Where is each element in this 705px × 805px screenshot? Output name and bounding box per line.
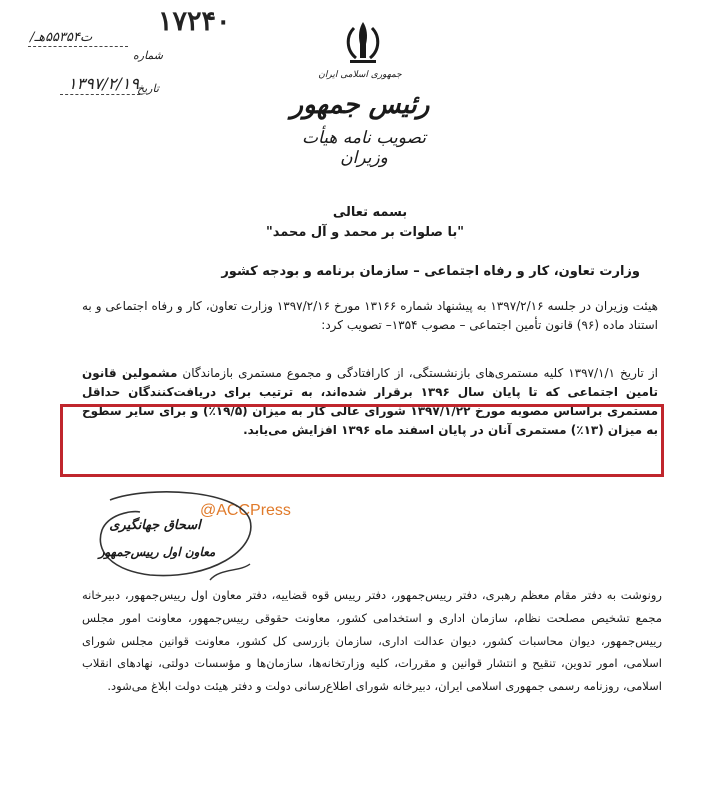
reference-number: ۱۷۲۴۰ (158, 6, 231, 37)
signer-title: معاون اول رییس‌جمهور (98, 545, 216, 559)
reference-code: /ت۵۵۳۵۴هـ (30, 30, 93, 45)
recipients-paragraph: رونوشت به دفتر مقام معظم رهبری، دفتر رییس‌جمهور، دفتر رییس قوه قضاییه، دفتر معاون اول رییس‌جمهور، دبیرخانه مجمع تشخیص مصلحت نظام، سازمان اداری و استخدامی کشور، معاونت حقوقی رییس‌جمهور، معاونت امور مجلس رییس‌جمهور، دیوان محاسبات کشور، دیوان عدالت اداری، سازمان بازرسی کل کشور، معاونت قوانین مجلس شورای اسلامی، امور تدوین، تنقیح و انتشار قوانین و مقررات، کلیه وزارتخانه‌ها، سازمان‌ها و مؤسسات دولتی، نهادهای انقلاب اسلامی، روزنامه رسمی جمهوری اسلامی ایران، دبیرخانه شورای اطلاع‌رسانی دولت و دفتر هیئت دولت ابلاغ می‌شود. (82, 588, 662, 694)
pension-paragraph-intro: از تاریخ ۱۳۹۷/۱/۱ کلیه مستمری‌های بازنشستگی، از کارافتادگی و مجموع مستمری بازماندگان (182, 366, 658, 380)
pension-paragraph-highlighted: مشمولین قانون تامین اجتماعی که تا پایان سال ۱۳۹۶ برقرار شده‌اند، به ترتیب برای دریافت‌کنندگان حداقل مستمری براساس مصوبه مورخ ۱۳۹۷/۱/۲۲ شورای عالی کار به میزان (۱۹/۵٪) و برای سایر سطوح به میزان (۱۳٪) مستمری آنان در پایان اسفند ماه ۱۳۹۶ افزایش می‌یابد. (82, 366, 658, 437)
salawat-heading: "با صلوات بر محمد و آل محمد" (265, 225, 465, 240)
watermark: @ACCPress (200, 502, 291, 519)
signer-name: اسحاق جهانگیری (109, 518, 201, 533)
date-underline (60, 94, 140, 95)
date-label: تاریخ (137, 82, 159, 95)
number-label: شماره (133, 49, 164, 62)
highlight-box (60, 404, 664, 477)
president-heading: رئیس جمهور (290, 90, 430, 120)
decision-paragraph: هیئت وزیران در جلسه ۱۳۹۷/۲/۱۶ به پیشنهاد شماره ۱۳۱۶۶ مورخ ۱۳۹۷/۲/۱۶ وزارت تعاون، کار و رفاه اجتماعی و به استناد ماده (۹۶) قانون تأمین اجتماعی – مصوب ۱۳۵۴– تصویب کرد: (82, 299, 658, 332)
reference-code-underline (28, 46, 128, 47)
republic-heading: جمهوری اسلامی ایران (318, 70, 402, 80)
signature-icon (90, 480, 260, 595)
addressee-ministries: وزارت تعاون، کار و رفاه اجتماعی – سازمان برنامه و بودجه کشور (221, 264, 640, 279)
cabinet-approval-heading: تصویب نامه هیأت وزیران (302, 128, 426, 168)
document-date: ۱۳۹۷/۲/۱۹ (68, 74, 139, 93)
iran-emblem-icon (340, 18, 386, 66)
bismillah-heading: بسمه تعالی (332, 205, 408, 220)
